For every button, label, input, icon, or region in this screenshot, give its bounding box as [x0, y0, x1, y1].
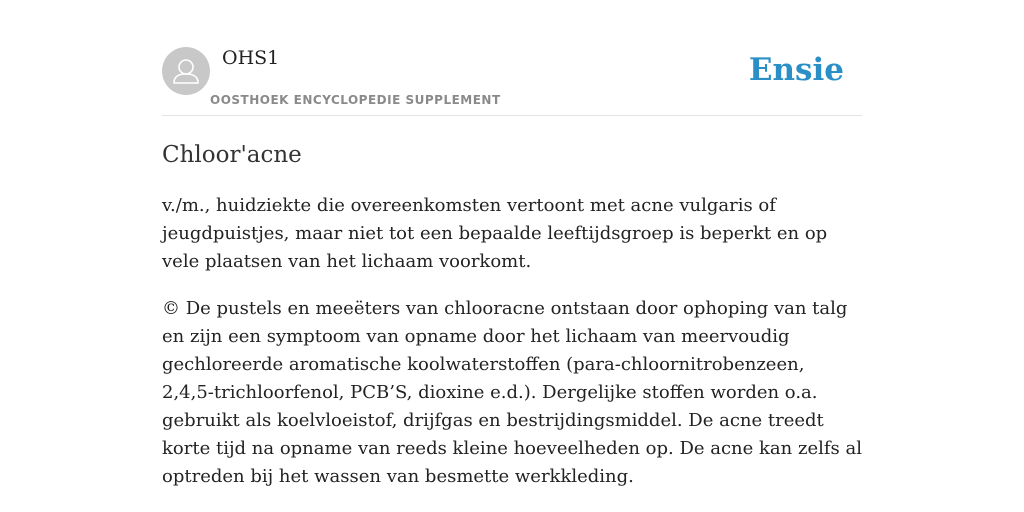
user-icon — [162, 47, 210, 95]
avatar[interactable] — [162, 47, 210, 95]
article-header — [162, 46, 862, 116]
source-label: OOSTHOEK ENCYCLOPEDIE SUPPLEMENT — [210, 93, 501, 107]
article-paragraph: v./m., huidziekte die overeenkomsten vertoont met acne vulgaris of jeugdpuistjes, maar niet tot een bepaalde leeftijdsgroep is beperkt en op vele plaatsen van het lichaam voorkomt. — [162, 195, 828, 272]
article-paragraph: © De pustels en meeëters van chlooracne ontstaan door ophoping van talg en zijn een symptoom van opname door het lichaam van meervoudig gechloreerde aromatische koolwaterstoffen (para-chloornitrobenzeen, 2,4,5-trichloorfenol, PCB’S, dioxine e.d.). Dergelijke stoffen worden o.a. gebruikt als koelvloeistof, drijfgas en bestrijdingsmiddel. De acne treedt korte tijd na opname van reeds kleine hoeveelheden op. De acne kan zelfs al optreden bij het wassen van besmette werkkleding. — [162, 298, 862, 487]
ensie-logo[interactable]: Ensie — [748, 52, 844, 88]
page-title: Chloor'acne — [162, 142, 302, 168]
author-name[interactable]: OHS1 — [222, 47, 280, 69]
